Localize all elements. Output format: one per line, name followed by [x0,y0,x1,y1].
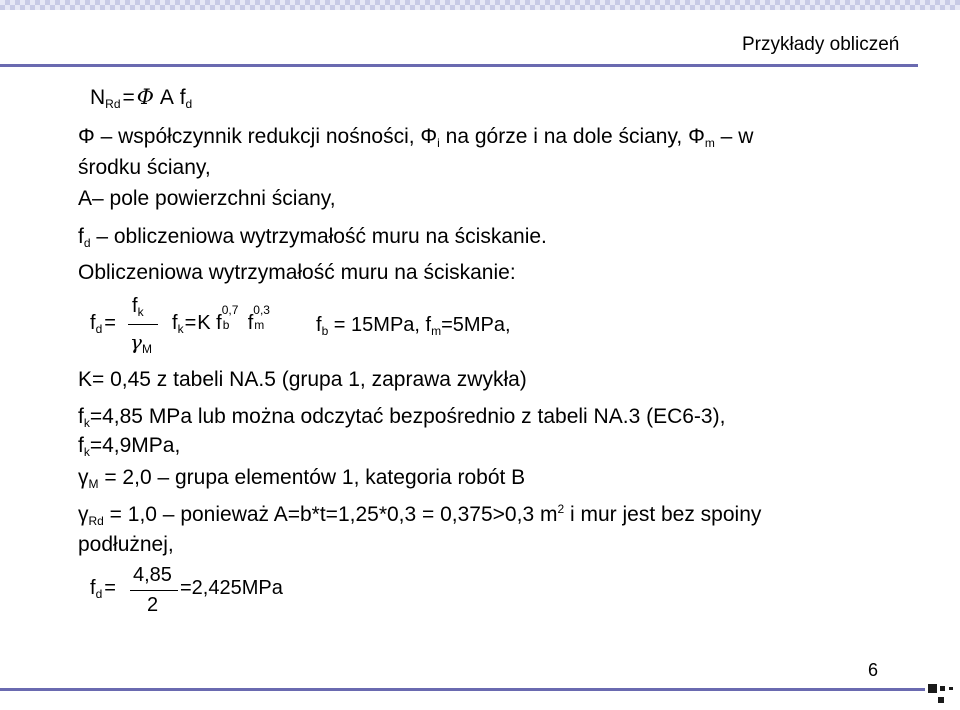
text-line-k: K= 0,45 z tabeli NA.5 (grupa 1, zaprawa zwykła) [78,368,527,391]
formula-nrd: NRd=Φ A fd [90,85,193,111]
text-line-strength-heading: Obliczeniowa wytrzymałość muru na ściskanie: [78,261,516,284]
text-line-fk-value: fk=4,85 MPa lub można odczytać bezpośrednio z tabeli NA.3 (EC6-3), [78,405,726,430]
page-header-title: Przykłady obliczeń [742,34,900,55]
header-rule [0,64,918,67]
formula-result-value: =2,425MPa [180,577,283,599]
formula-fd-lhs: $f_d$ = [90,312,116,336]
text-line-area: A– pole powierzchni ściany, [78,187,336,210]
formula-fd-denominator: $\gamma_M$ [130,330,152,356]
text-line-srodku: środku ściany, [78,156,211,179]
text-line-podluznej: podłużnej, [78,533,174,556]
footer-square-tiny [949,687,953,690]
text-line-gamma-rd: γRd = 1,0 – ponieważ A=b*t=1,25*0,3 = 0,375>0,3 $m^2$ i mur jest bez spoiny [78,502,762,528]
formula-fd-numerator: $f_k$ [132,295,144,319]
page-number: 6 [868,660,879,680]
formula-result-numerator: 4,85 [133,564,172,586]
fraction-line-result [130,590,178,591]
formula-values: $f_b = 15MPa$, $f_m=5MPa$, [316,314,511,338]
formula-result-lhs: $f_d$ = [90,577,116,601]
text-line-fk-result: fk=4,9MPa, [78,434,181,459]
text-line-phi: Φ – współczynnik redukcji nośności, Φi na górze i na dole ściany, Φm – w [78,125,754,150]
footer-square-large [928,684,937,693]
formula-fk: $f_k=K$ f 0,7 b f 0,3 m [172,303,270,336]
text-line-fd: fd – obliczeniowa wytrzymałość muru na ściskanie. [78,225,547,250]
fraction-line-fd [128,324,158,325]
text-line-gamma-m: γM = 2,0 – grupa elementów 1, kategoria robót B [78,466,526,491]
footer-rule [0,688,925,691]
footer-square-below [938,697,944,703]
top-decorative-border [0,0,960,10]
footer-square-small [940,686,945,691]
formula-result-denominator: 2 [147,594,159,616]
